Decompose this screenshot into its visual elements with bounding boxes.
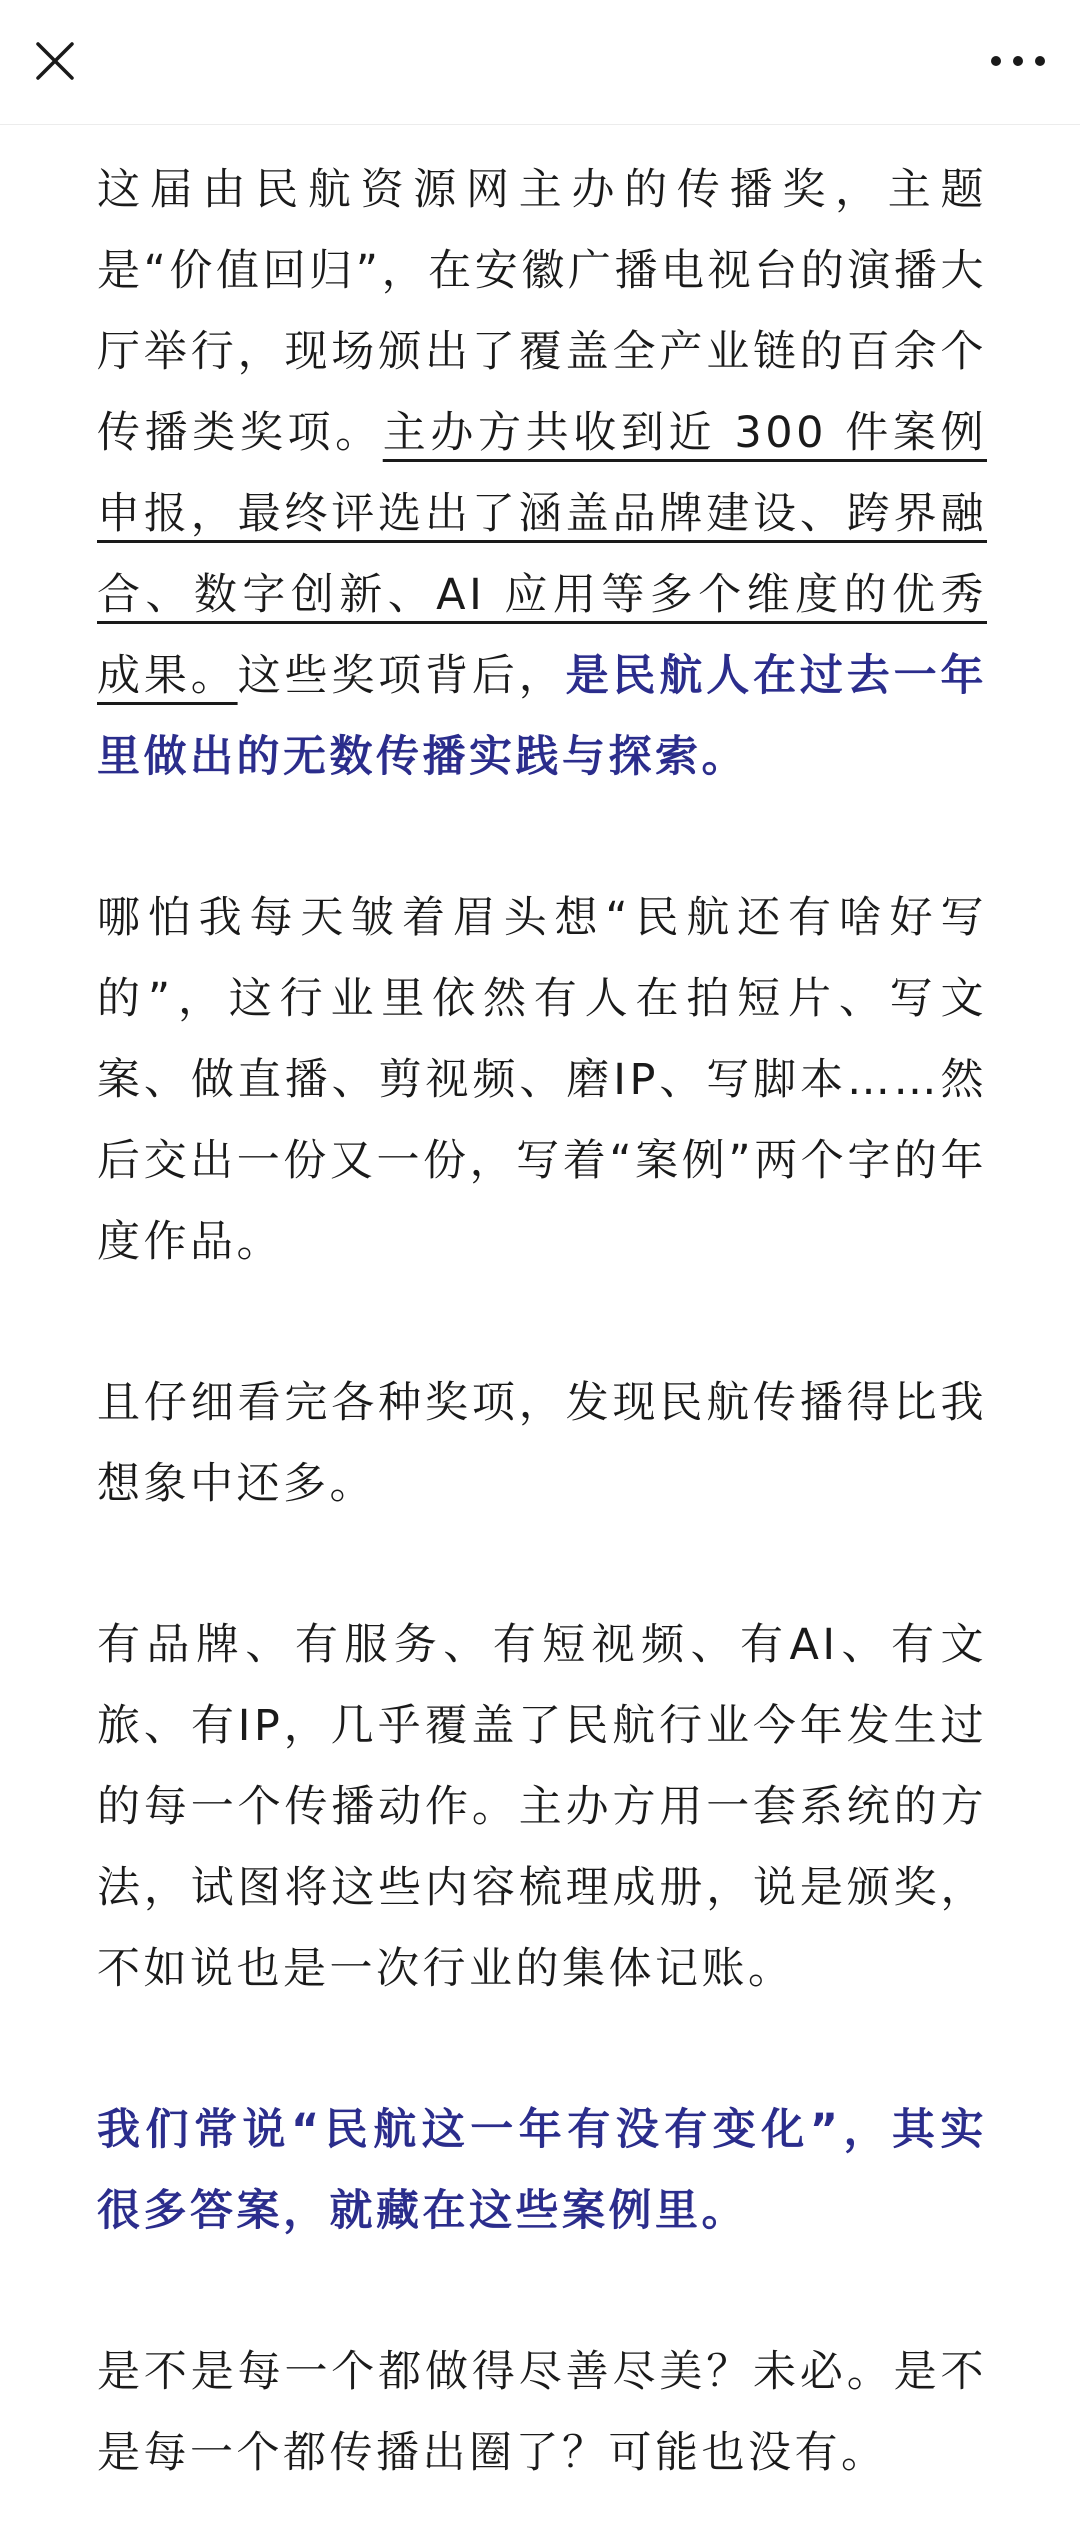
paragraph-2: 哪怕我每天皱着眉头想“民航还有啥好写的”，这行业里依然有人在拍短片、写文案、做直播、剪视频、磨IP、写脚本……然后交出一份又一份，写着“案例”两个字的年度作品。 — [97, 893, 987, 1267]
more-button[interactable] — [978, 28, 1058, 94]
paragraph-1-text: 这届由民航资源网主办的传播奖，主题是“价值回归”，在安徽广播电视台的演播大厅举行，现场颁出了覆盖全产业链的百余个传播类奖项。 — [97, 165, 987, 458]
close-button[interactable] — [22, 28, 88, 94]
close-icon — [35, 41, 75, 81]
paragraph-4: 有品牌、有服务、有短视频、有AI、有文旅、有IP，几乎覆盖了民航行业今年发生过的每一个传播动作。主办方用一套系统的方法，试图将这些内容梳理成册，说是颁奖，不如说也是一次行业的集体记账。 — [97, 1620, 987, 1994]
top-bar — [0, 0, 1080, 125]
more-dots-icon — [990, 55, 1046, 67]
paragraph-5-highlight: 我们常说“民航这一年有没有变化”，其实很多答案，就藏在这些案例里。 — [97, 2105, 987, 2236]
paragraph-1 — [97, 150, 987, 798]
highlight-text: 是民航人在过去一年里做出的无数传播实践与探索。 — [97, 651, 988, 782]
underlined-text: 主办方共收到近 300 件案例申报，最终评选出了涵盖品牌建设、跨界融合、数字创新、AI 应用等多个维度的优秀成果。 — [97, 408, 987, 701]
article-body — [97, 150, 987, 2494]
paragraph-6: 是不是每一个都做得尽善尽美？未必。是不是每一个都传播出圈了？可能也没有。 — [97, 2347, 987, 2478]
paragraph-1-text-2: 这些奖项背后， — [237, 651, 566, 701]
paragraph-3: 且仔细看完各种奖项，发现民航传播得比我想象中还多。 — [97, 1378, 987, 1509]
